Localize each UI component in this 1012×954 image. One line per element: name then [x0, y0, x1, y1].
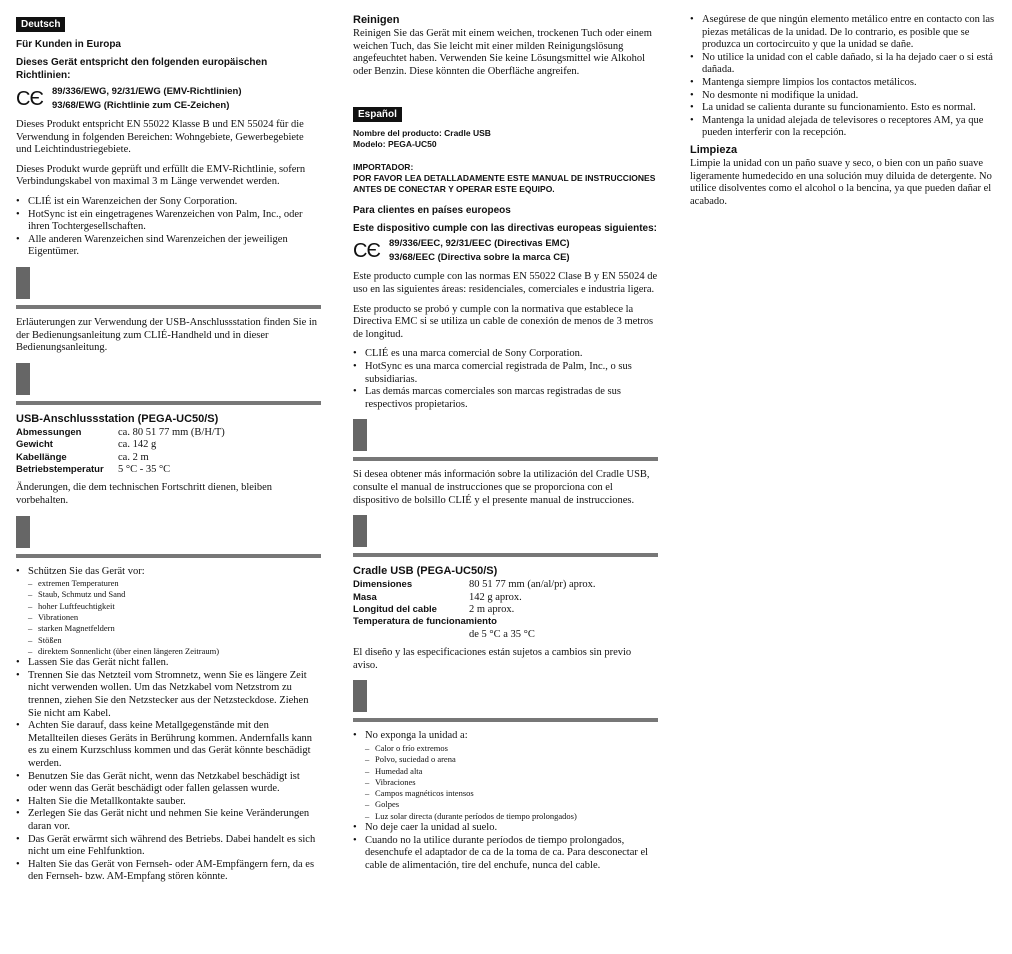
sublist-item: – Calor o frío extremos	[365, 743, 658, 754]
language-badge-deutsch: Deutsch	[16, 17, 65, 32]
spec-row: Masa 142 g aprox.	[353, 591, 522, 603]
sublist-item: – Vibraciones	[365, 777, 658, 788]
list-item: • Trennen Sie das Netzteil vom Stromnetz, wenn Sie es längere Zeit nicht verwenden wollen. Um das Netzkabel vom Netzstrom zu trennen, ziehen Sie den Netzstecker aus der Netzsteckdose. Ziehen Sie nicht am Kabel.	[16, 670, 321, 720]
list-item: • Achten Sie darauf, dass keine Metallgegenstände mit den Metallteilen dieses Geräts in Berührung kommen. Andernfalls kann es zu einem Kurzschluss kommen und das Gerät könnte beschädigt werden.	[16, 720, 321, 770]
spec-table-es	[353, 579, 658, 641]
spec-row: Temperatura de funcionamiento	[353, 616, 497, 628]
list-item: • HotSync es una marca comercial registrada de Palm, Inc., o sus subsidiarias.	[353, 361, 658, 386]
section-divider	[16, 305, 321, 309]
precaution-list-es	[353, 730, 658, 872]
list-item: • Halten Sie das Gerät von Fernseh- oder AM-Empfängern fern, da es den Fernseh- bzw. AM-Empfang stören könnte.	[16, 859, 321, 884]
list-item: • Schützen Sie das Gerät vor: – extremen Temperaturen – Staub, Schmutz und Sand – hoher Luftfeuchtigkeit – Vibrationen – starken Magnetfeldern – Stößen – direktem Sonnenlicht (über einen längeren Zeitraum)	[16, 566, 321, 658]
ce-line-2: 93/68/EWG (Richtlinie zum CE-Zeichen)	[52, 100, 230, 111]
section-marker-block	[353, 680, 367, 712]
sublist-item: – extremen Temperaturen	[28, 578, 321, 589]
section-divider	[353, 457, 658, 461]
section-marker-block	[353, 515, 367, 547]
heading-eu-customers: Für Kunden in Europa	[16, 39, 121, 50]
language-badge-espanol: Español	[353, 107, 402, 122]
spec-note-es: El diseño y las especificaciones están sujetos a cambios sin previo aviso.	[353, 647, 632, 671]
spec-row: Kabellänge ca. 2 m	[16, 451, 149, 463]
spec-row: Longitud del cable 2 m aprox.	[353, 603, 515, 615]
spec-title-es: Cradle USB (PEGA-UC50/S)	[353, 565, 498, 578]
list-item: • No utilice la unidad con el cable dañado, si la ha dejado caer o si está dañada.	[690, 52, 995, 77]
importer-label: IMPORTADOR:	[353, 162, 414, 173]
section-marker-block	[16, 516, 30, 548]
list-item: • Cuando no la utilice durante períodos de tiempo prolongados, desenchufe el adaptador de ca de la toma de ca. Para desconectar el cable de alimentación, tire del enchufe, nunca del cable.	[353, 835, 658, 873]
section-divider	[353, 553, 658, 557]
sublist-item: – Stößen	[28, 635, 321, 646]
ce-line-1: 89/336/EEC, 92/31/EEC (Directivas EMC)	[389, 238, 570, 250]
importer-notice: POR FAVOR LEA DETALLADAMENTE ESTE MANUAL DE INSTRUCCIONES ANTES DE CONECTAR Y OPERAR ESTE EQUIPO.	[353, 173, 656, 195]
paragraph-standards-es: Este producto cumple con las normas EN 55022 Clase B y EN 55024 de uso en las siguientes áreas: residenciales, comerciales e industria ligera.	[353, 271, 658, 295]
list-item: • Zerlegen Sie das Gerät nicht und nehmen Sie keine Veränderungen daran vor.	[16, 808, 321, 833]
list-item: • HotSync ist ein eingetragenes Warenzeichen von Palm, Inc., oder ihren Tochtergesellschaften.	[16, 209, 321, 234]
spec-title: USB-Anschlussstation (PEGA-UC50/S)	[16, 412, 219, 425]
column-right	[690, 14, 995, 215]
precaution-list-es-cont	[690, 14, 995, 140]
spec-table	[16, 427, 321, 477]
spec-temp-value: de 5 °C a 35 °C	[469, 628, 535, 640]
ce-line-2: 93/68/EEC (Directiva sobre la marca CE)	[389, 252, 570, 264]
paragraph-emc: Dieses Produkt wurde geprüft und erfüllt die EMV-Richtlinie, sofern Verbindungskabel von maximal 3 m Länge verwendet werden.	[16, 163, 306, 188]
ce-mark-logo: CЄ	[353, 239, 380, 262]
section-marker-block	[16, 267, 30, 299]
list-item: • Mantenga siempre limpios los contactos metálicos.	[690, 77, 995, 90]
sublist-item: – Polvo, suciedad o arena	[365, 754, 658, 765]
paragraph-emc-es: Este producto se probó y cumple con la normativa que establece la Directiva EMC si se utiliza un cable de conexión de menos de 3 metros de longitud.	[353, 303, 654, 340]
trademark-list-es	[353, 348, 658, 411]
ce-block-es	[353, 237, 658, 265]
sublist-item: – hoher Luftfeuchtigkeit	[28, 601, 321, 612]
sublist-item: – direktem Sonnenlicht (über einen längeren Zeitraum)	[28, 646, 321, 657]
precaution-sublist	[28, 578, 321, 657]
section-marker-block	[353, 419, 367, 451]
list-item: • No exponga la unidad a: – Calor o frío extremos – Polvo, suciedad o arena – Humedad alta – Vibraciones – Campos magnéticos intensos – Golpes – Luz solar directa (durante períodos de tiempo prolongados)	[353, 730, 658, 822]
spec-row: Betriebstemperatur 5 °C - 35 °C	[16, 463, 171, 475]
sublist-item: – Staub, Schmutz und Sand	[28, 589, 321, 600]
list-item: • Benutzen Sie das Gerät nicht, wenn das Netzkabel beschädigt ist oder wenn das Gerät beschädigt oder fallen gelassen wurde.	[16, 771, 321, 796]
precaution-sublist-es	[365, 743, 658, 822]
column-middle	[353, 14, 658, 872]
sublist-item: – Humedad alta	[365, 766, 658, 777]
list-item: • CLIÉ es una marca comercial de Sony Corporation.	[353, 348, 658, 361]
list-item: • La unidad se calienta durante su funcionamiento. Esto es normal.	[690, 102, 995, 115]
paragraph-clean-es: Limpie la unidad con un paño suave y seco, o bien con un paño suave ligeramente humedecido en una solución muy diluida de detergente. No utilice disolventes como el alcohol o la bencina, ya que pueden dañar el acabado.	[690, 157, 992, 207]
list-item: • Das Gerät erwärmt sich während des Betriebs. Dabei handelt es sich nicht um eine Fehlfunktion.	[16, 834, 321, 859]
list-item: • Alle anderen Warenzeichen sind Warenzeichen der jeweiligen Eigentümer.	[16, 234, 321, 259]
list-item: • No desmonte ni modifique la unidad.	[690, 90, 995, 103]
column-deutsch	[16, 14, 321, 884]
trademark-list	[16, 196, 321, 259]
sublist-item: – Campos magnéticos intensos	[365, 788, 658, 799]
sublist-item: – starken Magnetfeldern	[28, 623, 321, 634]
spec-row: Dimensiones 80 51 77 mm (an/al/pr) aprox.	[353, 579, 596, 591]
heading-directives: Dieses Gerät entspricht den folgenden europäischen Richtlinien:	[16, 57, 268, 81]
sublist-item: – Golpes	[365, 799, 658, 810]
heading-eu-customers-es: Para clientes en países europeos	[353, 205, 511, 217]
sublist-item: – Vibrationen	[28, 612, 321, 623]
section-divider	[16, 554, 321, 558]
list-item: • Halten Sie die Metallkontakte sauber.	[16, 796, 321, 809]
ce-block	[16, 85, 321, 113]
section-divider	[353, 718, 658, 722]
spec-row: Abmessungen ca. 80 51 77 mm (B/H/T)	[16, 426, 225, 438]
precaution-list	[16, 566, 321, 884]
spec-note: Änderungen, die dem technischen Fortschritt dienen, bleiben vorbehalten.	[16, 482, 273, 506]
heading-clean-de: Reinigen	[353, 14, 400, 26]
ce-line-1: 89/336/EWG, 92/31/EWG (EMV-Richtlinien)	[52, 86, 242, 97]
paragraph-usage-es: Si desea obtener más información sobre la utilización del Cradle USB, consulte el manual de instrucciones que se proporciona con el dispositivo de bolsillo CLIÉ y el presente manual de instrucciones.	[353, 469, 650, 506]
product-model: Modelo: PEGA-UC50	[353, 139, 437, 150]
list-item: • Mantenga la unidad alejada de televisores o receptores AM, ya que pueden interferir con la recepción.	[690, 115, 995, 140]
list-item: • CLIÉ ist ein Warenzeichen der Sony Corporation.	[16, 196, 321, 209]
list-item: • Lassen Sie das Gerät nicht fallen.	[16, 657, 321, 670]
paragraph-usage: Erläuterungen zur Verwendung der USB-Anschlussstation finden Sie in der Bedienungsanleitung zum CLIÉ-Handheld und in dieser Bedienungsanleitung.	[16, 316, 318, 354]
ce-mark-logo: CЄ	[16, 87, 43, 110]
list-item: • Las demás marcas comerciales son marcas registradas de sus respectivos propietarios.	[353, 386, 658, 411]
spec-row: Gewicht ca. 142 g	[16, 439, 157, 451]
paragraph-clean-de: Reinigen Sie das Gerät mit einem weichen, trockenen Tuch oder einem weichen Tuch, das Sie leicht mit einer milden Reinigungslösung angefeuchtet haben. Verwenden Sie keine Lösungsmittel wie Alkohol oder Benzin. Diese könnten die Oberfläche angreifen.	[353, 28, 652, 77]
paragraph-standards: Dieses Produkt entspricht EN 55022 Klasse B und EN 55024 für die Verwendung in folgenden Bereichen: Wohngebiete, Gewerbegebiete und Leichtindustriegebiete.	[16, 119, 304, 156]
section-marker-block	[16, 363, 30, 395]
list-item: • No deje caer la unidad al suelo.	[353, 822, 658, 835]
heading-directives-es: Este dispositivo cumple con las directivas europeas siguientes:	[353, 223, 657, 235]
section-divider	[16, 401, 321, 405]
product-name: Nombre del producto: Cradle USB	[353, 128, 491, 139]
heading-clean-es: Limpieza	[690, 143, 738, 156]
list-item: • Asegúrese de que ningún elemento metálico entre en contacto con las piezas metálicas de la unidad. De lo contrario, es posible que se produzca un cortocircuito y que la unidad se dañe.	[690, 14, 995, 52]
sublist-item: – Luz solar directa (durante períodos de tiempo prolongados)	[365, 811, 658, 822]
